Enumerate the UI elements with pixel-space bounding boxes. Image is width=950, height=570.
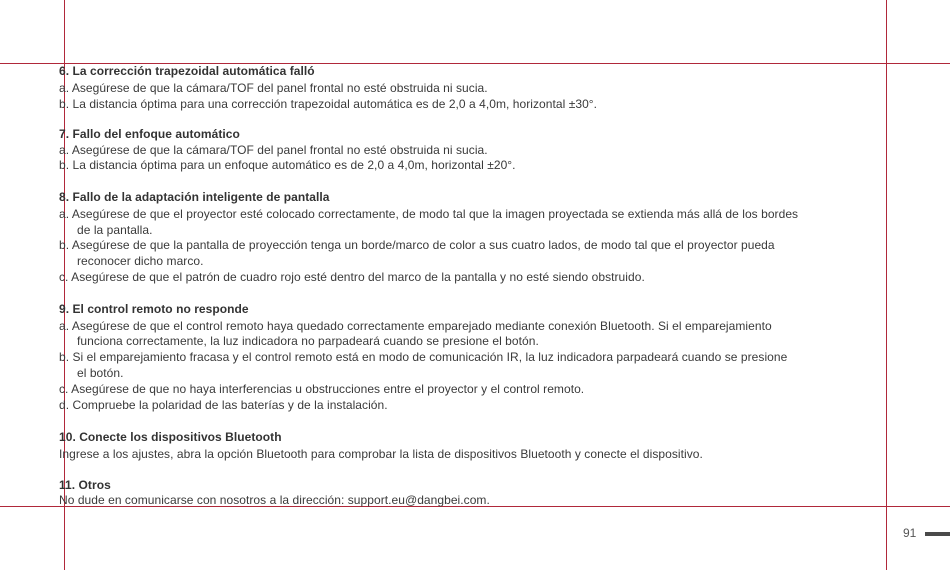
- section-8-item-c: c. Asegúrese de que el patrón de cuadro rojo esté dentro del marco de la pantalla y no esté siendo obstruido.: [59, 270, 645, 284]
- section-heading-11: 11. Otros: [59, 478, 111, 492]
- page-number-bar: [925, 532, 950, 536]
- section-10-text: Ingrese a los ajustes, abra la opción Bluetooth para comprobar la lista de dispositivos Bluetooth y conecte el dispositivo.: [59, 447, 703, 461]
- section-8-item-a: a. Asegúrese de que el proyector esté colocado correctamente, de modo tal que la imagen proyectada se extienda más allá de los bordes: [59, 207, 799, 221]
- section-heading-6: 6. La corrección trapezoidal automática falló: [59, 64, 315, 78]
- section-heading-10: 10. Conecte los dispositivos Bluetooth: [59, 430, 282, 444]
- section-heading-9: 9. El control remoto no responde: [59, 302, 249, 316]
- section-8-item-b: b. Asegúrese de que la pantalla de proyección tenga un borde/marco de color a sus cuatro lados, de modo tal que el proyector pueda: [59, 238, 775, 252]
- section-9-item-c: c. Asegúrese de que no haya interferencias u obstrucciones entre el proyector y el control remoto.: [59, 382, 585, 396]
- section-9-item-d: d. Compruebe la polaridad de las baterías y de la instalación.: [59, 398, 388, 412]
- section-9-item-b: b. Si el emparejamiento fracasa y el control remoto está en modo de comunicación IR, la luz indicadora parpadeará cuando se presione: [59, 350, 788, 364]
- section-8-item-b-cont: reconocer dicho marco.: [77, 254, 204, 268]
- page-number: 91: [903, 526, 917, 540]
- section-9-item-b-cont: el botón.: [77, 366, 124, 380]
- section-7-item-a: a. Asegúrese de que la cámara/TOF del panel frontal no esté obstruida ni sucia.: [59, 143, 488, 157]
- section-heading-7: 7. Fallo del enfoque automático: [59, 127, 240, 141]
- section-8-item-a-cont: de la pantalla.: [77, 223, 153, 237]
- section-9-item-a: a. Asegúrese de que el control remoto haya quedado correctamente emparejado mediante conexión Bluetooth. Si el emparejamiento: [59, 319, 772, 333]
- section-heading-8: 8. Fallo de la adaptación inteligente de pantalla: [59, 190, 330, 204]
- section-6-item-a: a. Asegúrese de que la cámara/TOF del panel frontal no esté obstruida ni sucia.: [59, 81, 488, 95]
- section-6-item-b: b. La distancia óptima para una corrección trapezoidal automática es de 2,0 a 4,0m, horizontal ±30°.: [59, 97, 598, 111]
- section-7-item-b: b. La distancia óptima para un enfoque automático es de 2,0 a 4,0m, horizontal ±20°.: [59, 158, 516, 172]
- section-9-item-a-cont: funciona correctamente, la luz indicadora no parpadeará cuando se presione el botón.: [77, 334, 539, 348]
- section-11-text: No dude en comunicarse con nosotros a la dirección: support.eu@dangbei.com.: [59, 493, 490, 507]
